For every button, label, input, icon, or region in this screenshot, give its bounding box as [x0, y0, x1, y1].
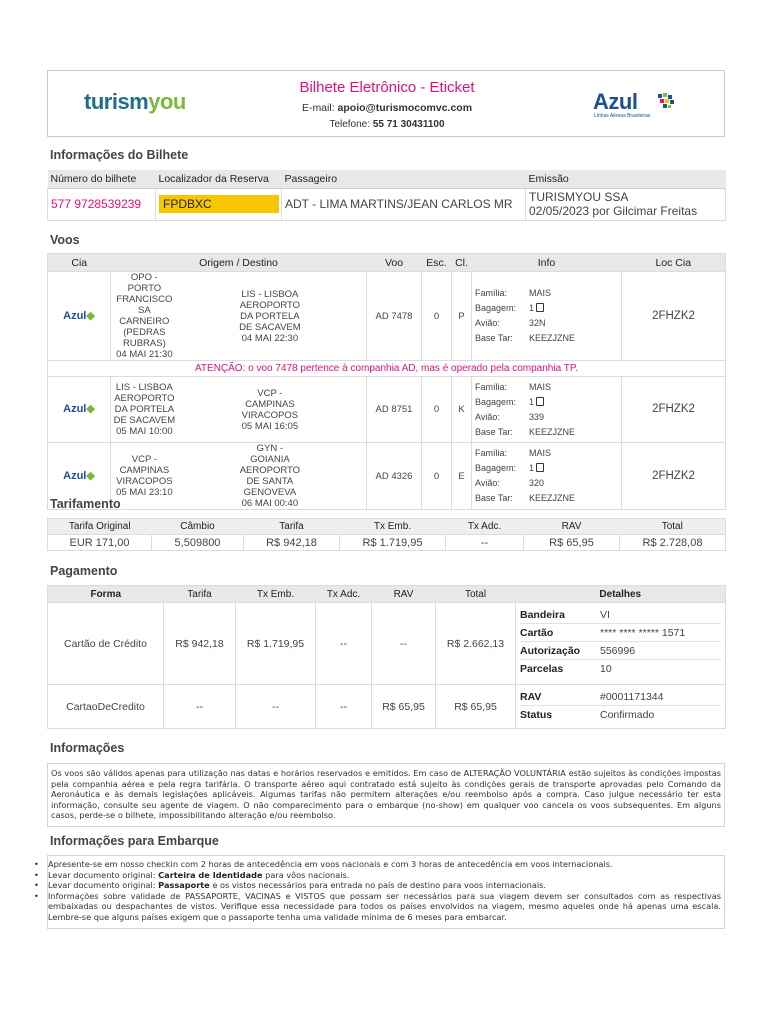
azul-mark-icon [656, 92, 678, 112]
flight-stops: 0 [422, 377, 452, 443]
col-header: Localizador da Reserva [156, 170, 282, 188]
baggage-icon [536, 397, 544, 406]
boarding-item: • Apresente-se em nosso checkin com 2 horas de antecedência em voos nacionais e com 3 horas de antecedência em voos internacionais. [48, 859, 721, 870]
flight-number: AD 4326 [367, 443, 422, 510]
col-header: Passageiro [282, 170, 526, 188]
payment-method: CartaoDeCredito [48, 685, 164, 729]
col-header: RAV [524, 519, 620, 535]
section-title-voos: Voos [50, 233, 80, 247]
section-title-bilhete: Informações do Bilhete [50, 148, 189, 162]
col-header: Tx Adc. [316, 586, 372, 603]
col-header: Emissão [526, 170, 726, 188]
flight-destination: LIS - LISBOA AEROPORTO DA PORTELA DE SACAVEM 04 MAI 22:30 [239, 288, 301, 344]
boarding-item: • Levar documento original: Passaporte e os vistos necessários para entrada no país de destino para voos internacionais. [48, 880, 721, 891]
airline-locator: 2FHZK2 [622, 443, 726, 510]
col-header: Tx Emb. [340, 519, 446, 535]
flight-origin: VCP - CAMPINAS VIRACOPOS 05 MAI 23:10 [116, 454, 173, 498]
flight-destination: VCP - CAMPINAS VIRACOPOS 05 MAI 16:05 [241, 387, 299, 432]
col-header: RAV [372, 586, 436, 603]
col-header: Número do bilhete [48, 170, 156, 188]
operated-by-notice: ATENÇÃO: o voo 7478 pertence à companhia AD, mas é operado pela companhia TP. [48, 361, 726, 377]
boarding-item: • Levar documento original: Carteira de Identidade para vôos nacionais. [48, 870, 721, 881]
flight-stops: 0 [422, 443, 452, 510]
flight-origin: LIS - LISBOA AEROPORTO DA PORTELA DE SACAVEM 05 MAI 10:00 [113, 382, 176, 437]
ticket-number: 577 9728539239 [51, 197, 142, 211]
section-title-embarque: Informações para Embarque [50, 834, 219, 848]
ticket-header [47, 70, 725, 137]
info-text: Os voos são válidos apenas para utilização nas datas e horários reservados e emitidos. Em caso de ALTERAÇÃO VOLUNTÁRIA estão sujeitos às condições impostas pela companhia aérea e pela regra tarifária. O transporte aéreo aqui contratado está sujeito às condições gerais de transporte aprovadas pelo Comando da Aeronáutica e às demais legislações aplicáveis. Algumas tarifas não permitem alterações e/ou reembolso após a compra. Caso julgue necessário ter esta informação, consulte seu agente de viagem. O não comparecimento para o embarque (no-show) em qualquer voo cancela os voos subsequentes. Em alguns casos, perde-se o bilhete, impossibilitando alteração e/ou reembolso. [51, 768, 721, 821]
payment-rav: -- [372, 603, 436, 685]
azul-logo: Azul [593, 89, 638, 114]
payment-details: RAV #0001171344 Status Confirmado [516, 685, 726, 729]
fare-total: R$ 2.728,08 [620, 535, 726, 551]
azul-logo-small: Azul◆ [48, 377, 111, 443]
flight-row [48, 443, 726, 510]
payment-tarifa: -- [164, 685, 236, 729]
baggage-icon [536, 463, 544, 472]
ticket-title: Bilhete Eletrônico - Eticket [299, 79, 475, 96]
flight-info: Família: MAIS Bagagem: 1 Avião: 339 Base Tar: KEEZJZNE [472, 377, 622, 443]
fare-exchange: 5,509800 [152, 535, 244, 551]
payment-tx-emb: R$ 1.719,95 [236, 603, 316, 685]
flight-origin: OPO - PORTO FRANCISCO SA CARNEIRO (PEDRAS RUBRAS) 04 MAI 21:30 [116, 272, 173, 360]
flight-class: P [452, 272, 472, 361]
payment-tx-adc: -- [316, 603, 372, 685]
payment-table [47, 585, 726, 729]
booking-locator: FPDBXC [159, 195, 279, 213]
azul-tagline: Linhas Aéreas Brasileiras [594, 113, 651, 119]
azul-logo-small: Azul◆ [48, 272, 111, 361]
email-link[interactable]: apoio@turismocomvc.com [337, 102, 473, 114]
fare-original: EUR 171,00 [48, 535, 152, 551]
airline-locator: 2FHZK2 [622, 377, 726, 443]
boarding-item: • Informações sobre validade de PASSAPORTE, VACINAS e VISTOS que possam ser necessários para sua viagem devem ser consultados com as respectivas embaixadas ou despachantes de vistos. Verifique essa necessidade para todos os países envolvidos na viagem, mesmo aqueles onde há apenas uma escala. Lembre-se que alguns países exigem que o passaporte tenha uma validade mínima de 6 meses para embarcar. [48, 891, 721, 923]
payment-details: Bandeira VI Cartão **** **** ***** 1571 Autorização 556996 Parcelas 10 [516, 603, 726, 685]
col-header: Esc. [422, 254, 452, 272]
info-box [47, 763, 725, 827]
flight-info: Família: MAIS Bagagem: 1 Avião: 32N Base Tar: KEEZJZNE [472, 272, 622, 361]
col-header: Câmbio [152, 519, 244, 535]
col-header: Origem / Destino [111, 254, 367, 272]
payment-row [48, 603, 726, 685]
issue-info: TURISMYOU SSA 02/05/2023 por Gilcimar Freitas [526, 188, 726, 220]
payment-total: R$ 65,95 [436, 685, 516, 729]
azul-logo-small: Azul◆ [48, 443, 111, 510]
payment-tx-adc: -- [316, 685, 372, 729]
flight-class: K [452, 377, 472, 443]
fare-tx-emb: R$ 1.719,95 [340, 535, 446, 551]
col-header: Forma [48, 586, 164, 603]
section-title-tarifamento: Tarifamento [50, 497, 121, 511]
flight-number: AD 7478 [367, 272, 422, 361]
col-header: Tarifa Original [48, 519, 152, 535]
payment-rav: R$ 65,95 [372, 685, 436, 729]
fare-table [47, 518, 726, 551]
col-header: Total [436, 586, 516, 603]
payment-method: Cartão de Crédito [48, 603, 164, 685]
fare-tx-adc: -- [446, 535, 524, 551]
payment-tarifa: R$ 942,18 [164, 603, 236, 685]
flight-row [48, 377, 726, 443]
agency-phone: Telefone: 55 71 30431100 [329, 119, 445, 130]
col-header: Tx Adc. [446, 519, 524, 535]
col-header: Tx Emb. [236, 586, 316, 603]
col-header: Cl. [452, 254, 472, 272]
col-header: Loc Cia [622, 254, 726, 272]
payment-row [48, 685, 726, 729]
boarding-info-box [47, 855, 725, 929]
turismyou-logo: turismyou [84, 89, 186, 114]
flights-table [47, 253, 726, 510]
fare-tarifa: R$ 942,18 [244, 535, 340, 551]
col-header: Tarifa [164, 586, 236, 603]
flight-number: AD 8751 [367, 377, 422, 443]
payment-total: R$ 2.662,13 [436, 603, 516, 685]
baggage-icon [536, 303, 544, 312]
section-title-informacoes: Informações [50, 741, 125, 755]
col-header: Tarifa [244, 519, 340, 535]
bilhete-table [47, 170, 726, 221]
flight-stops: 0 [422, 272, 452, 361]
section-title-pagamento: Pagamento [50, 564, 118, 578]
col-header: Total [620, 519, 726, 535]
passenger-name: ADT - LIMA MARTINS/JEAN CARLOS MR [285, 197, 513, 211]
flight-info: Família: MAIS Bagagem: 1 Avião: 320 Base Tar: KEEZJZNE [472, 443, 622, 510]
flight-destination: GYN - GOIANIA AEROPORTO DE SANTA GENOVEVA 06 MAI 00:40 [239, 443, 301, 509]
payment-tx-emb: -- [236, 685, 316, 729]
col-header: Cia [48, 254, 111, 272]
agency-email: E-mail: apoio@turismocomvc.com [301, 102, 473, 114]
flight-row [48, 272, 726, 361]
fare-rav: R$ 65,95 [524, 535, 620, 551]
col-header: Info [472, 254, 622, 272]
airline-locator: 2FHZK2 [622, 272, 726, 361]
col-header: Voo [367, 254, 422, 272]
flight-class: E [452, 443, 472, 510]
col-header: Detalhes [516, 586, 726, 603]
